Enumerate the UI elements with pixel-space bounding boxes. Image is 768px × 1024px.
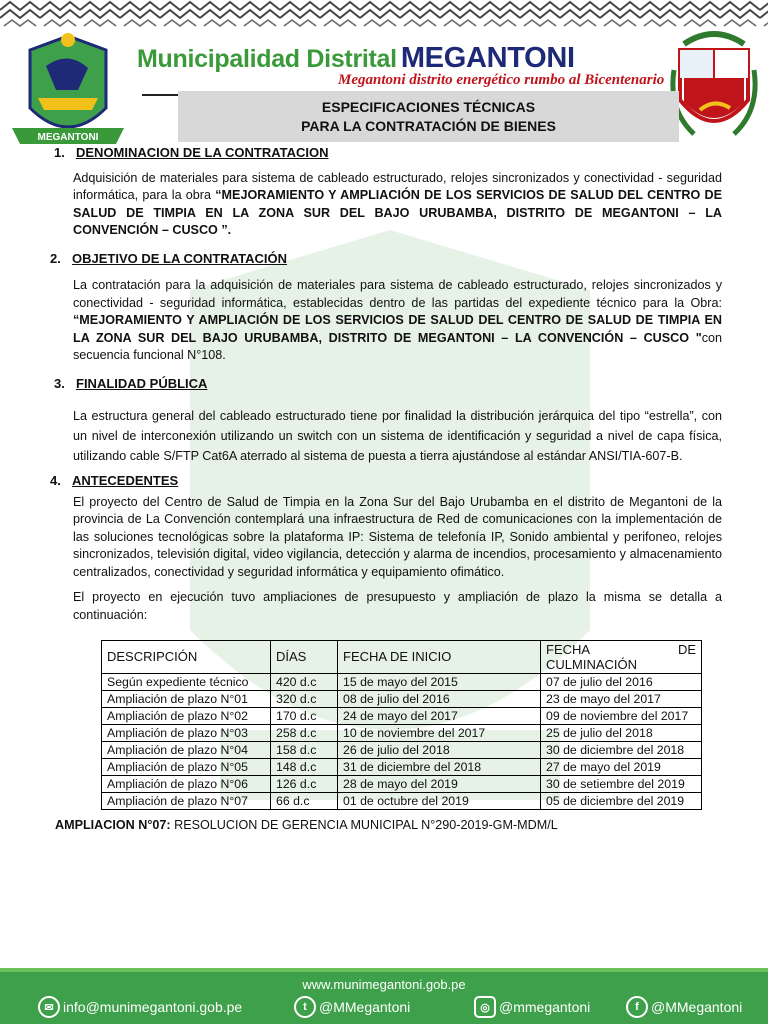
table-cell: 08 de julio del 2016 — [338, 691, 541, 708]
municipal-crest-logo — [8, 28, 128, 153]
table-cell: Ampliación de plazo N°03 — [102, 725, 271, 742]
section-paragraph — [73, 589, 722, 624]
table-cell: 26 de julio del 2018 — [338, 742, 541, 759]
paragraph-text: Adquisición de materiales para sistema de cableado estructurado, relojes sincronizados y conectividad - seguridad informática, para la obra — [73, 170, 722, 202]
section-number: 3. — [54, 375, 65, 391]
section-paragraph — [73, 494, 722, 582]
column-header: FECHA DE INICIO — [338, 641, 541, 674]
paragraph-text: El proyecto en ejecución tuvo ampliaciones de presupuesto y ampliación de plazo la misma se detalla a continuación: — [73, 590, 722, 622]
table-cell: 148 d.c — [271, 759, 338, 776]
instagram-text: @mmegantoni — [499, 999, 591, 1015]
slogan: Megantoni distrito energético rumbo al Bicentenario — [338, 72, 665, 88]
facebook-icon: f — [626, 996, 648, 1018]
footer-contacts — [0, 996, 768, 1020]
twitter-text: @MMegantoni — [319, 999, 411, 1015]
footer-bar — [0, 968, 768, 1024]
municipality-brand: MEGANTONI — [400, 42, 575, 74]
table-cell: Ampliación de plazo N°04 — [102, 742, 271, 759]
table-cell: 30 de diciembre del 2018 — [541, 742, 702, 759]
table-row — [102, 674, 702, 691]
section-number: 2. — [50, 250, 61, 266]
table-cell: 15 de mayo del 2015 — [338, 674, 541, 691]
table-cell: Según expediente técnico — [102, 674, 271, 691]
table-row — [102, 793, 702, 810]
table-cell: 30 de setiembre del 2019 — [541, 776, 702, 793]
title-line-1: ESPECIFICACIONES TÉCNICAS — [321, 98, 536, 115]
paragraph-text: El proyecto del Centro de Salud de Timpia en la Zona Sur del Bajo Urubamba en el distrito de Megantoni de la provincia de La Convención contemplará una infraestructura de Red de comunicaciones con la implementación de las soluciones tecnológicas sobre la plataforma IP: Sistema de telefonía IP, Sonido ambiental y perifoneo, relojes sincronizados, televisión digital, video vigilancia, detección y alarma de incendios, procesamiento y almacenamiento centralizados, conectividad y seguridad informática y equipamiento ofimático. — [73, 494, 722, 579]
table-body — [102, 674, 702, 810]
table-cell: 28 de mayo del 2019 — [338, 776, 541, 793]
table-row — [102, 691, 702, 708]
crest-banner-text: MEGANTONI — [37, 132, 99, 143]
table-cell: 258 d.c — [271, 725, 338, 742]
section-number: 4. — [50, 473, 61, 488]
facebook-link[interactable] — [626, 996, 742, 1018]
section-title: FINALIDAD PÚBLICA — [76, 375, 208, 391]
paragraph-text: La contratación para la adquisición de materiales para sistema de cableado estructurado, relojes sincronizados y conectividad - seguridad informática, establecidas dentro de las partidas del expediente técnico para la Obra: — [73, 278, 722, 310]
table-cell: 27 de mayo del 2019 — [541, 759, 702, 776]
paragraph-bold-text: “MEJORAMIENTO Y AMPLIACIÓN DE LOS SERVICIOS DE SALUD DEL CENTRO DE SALUD DE TIMPIA EN LA ZONA SUR DEL BAJO URUBAMBA, DISTRITO DE MEGANTONI – LA CONVENCIÓN – CUSCO ”. — [73, 188, 722, 237]
column-header: FECHA DE CULMINACIÓN — [541, 641, 702, 674]
twitter-icon: t — [294, 996, 316, 1018]
paragraph-bold-text: “MEJORAMIENTO Y AMPLIACIÓN DE LOS SERVICIOS DE SALUD DEL CENTRO DE SALUD DE TIMPIA EN LA ZONA SUR DEL BAJO URUBAMBA, DISTRITO DE MEGANTONI – LA CONVENCIÓN – CUSCO " — [73, 313, 722, 345]
header-divider — [142, 94, 182, 96]
section-number: 1. — [54, 145, 65, 160]
table-cell: 66 d.c — [271, 793, 338, 810]
mail-icon: ✉ — [38, 996, 60, 1018]
website-link[interactable]: www.munimegantoni.gob.pe — [302, 977, 466, 992]
section-heading — [54, 375, 722, 393]
table-cell: 170 d.c — [271, 708, 338, 725]
section-title: DENOMINACION DE LA CONTRATACION — [76, 145, 329, 160]
title-line-2: PARA LA CONTRATACIÓN DE BIENES — [301, 117, 556, 134]
table-cell: 126 d.c — [271, 776, 338, 793]
section-title: ANTECEDENTES — [72, 473, 179, 488]
extensions-table — [101, 640, 702, 810]
ampliacion-label: AMPLIACION N°07: — [55, 818, 171, 832]
table-cell: 07 de julio del 2016 — [541, 674, 702, 691]
table-cell: 05 de diciembre del 2019 — [541, 793, 702, 810]
table-cell: 10 de noviembre del 2017 — [338, 725, 541, 742]
section-heading — [50, 250, 722, 268]
table-row — [102, 776, 702, 793]
ampliacion-note — [55, 818, 558, 832]
table-cell: 420 d.c — [271, 674, 338, 691]
table-row — [102, 742, 702, 759]
document-title-box — [178, 91, 679, 142]
section-title: OBJETIVO DE LA CONTRATACIÓN — [72, 250, 287, 266]
table-header-row — [102, 641, 702, 674]
section-heading — [54, 144, 722, 162]
paragraph-tail-text: con secuencia funcional N°108. — [73, 330, 722, 362]
table-cell: Ampliación de plazo N°06 — [102, 776, 271, 793]
municipality-prefix: Municipalidad Distrital — [137, 45, 397, 73]
table-row — [102, 708, 702, 725]
table-cell: 31 de diciembre del 2018 — [338, 759, 541, 776]
instagram-link[interactable] — [474, 996, 590, 1018]
table-cell: 01 de octubre del 2019 — [338, 793, 541, 810]
column-header: DESCRIPCIÓN — [102, 641, 271, 674]
table-cell: Ampliación de plazo N°05 — [102, 759, 271, 776]
email-text: info@munimegantoni.gob.pe — [63, 999, 243, 1015]
table-cell: 158 d.c — [271, 742, 338, 759]
section-paragraph — [73, 277, 722, 365]
document-body — [50, 144, 722, 624]
twitter-link[interactable] — [294, 996, 410, 1018]
section-heading — [50, 472, 722, 490]
table-row — [102, 759, 702, 776]
table-cell: 25 de julio del 2018 — [541, 725, 702, 742]
table-row — [102, 725, 702, 742]
footer-stripe — [0, 968, 768, 972]
table-cell: Ampliación de plazo N°07 — [102, 793, 271, 810]
section-paragraph — [73, 406, 722, 466]
instagram-icon: ◎ — [474, 996, 496, 1018]
facebook-text: @MMegantoni — [651, 999, 743, 1015]
table-cell: Ampliación de plazo N°02 — [102, 708, 271, 725]
table-cell: 320 d.c — [271, 691, 338, 708]
municipality-name — [137, 42, 575, 75]
table-cell: Ampliación de plazo N°01 — [102, 691, 271, 708]
national-coat-of-arms — [666, 30, 762, 148]
column-header: DÍAS — [271, 641, 338, 674]
table-cell: 24 de mayo del 2017 — [338, 708, 541, 725]
table-cell: 09 de noviembre del 2017 — [541, 708, 702, 725]
email-link[interactable] — [38, 996, 242, 1018]
section-paragraph — [73, 170, 722, 240]
ampliacion-text: RESOLUCION DE GERENCIA MUNICIPAL N°290-2019-GM-MDM/L — [170, 818, 558, 832]
table-cell: 23 de mayo del 2017 — [541, 691, 702, 708]
paragraph-text: La estructura general del cableado estructurado tiene por finalidad la distribución jerárquica del tipo “estrella”, con un nivel de interconexión utilizando un switch con un sistema de identificación y seguridad a nivel de capa física, utilizando cable S/FTP Cat6A aterrado al sistema de puesta a tierra ajustándose al estándar ANSI/TIA-607-B. — [73, 409, 722, 463]
